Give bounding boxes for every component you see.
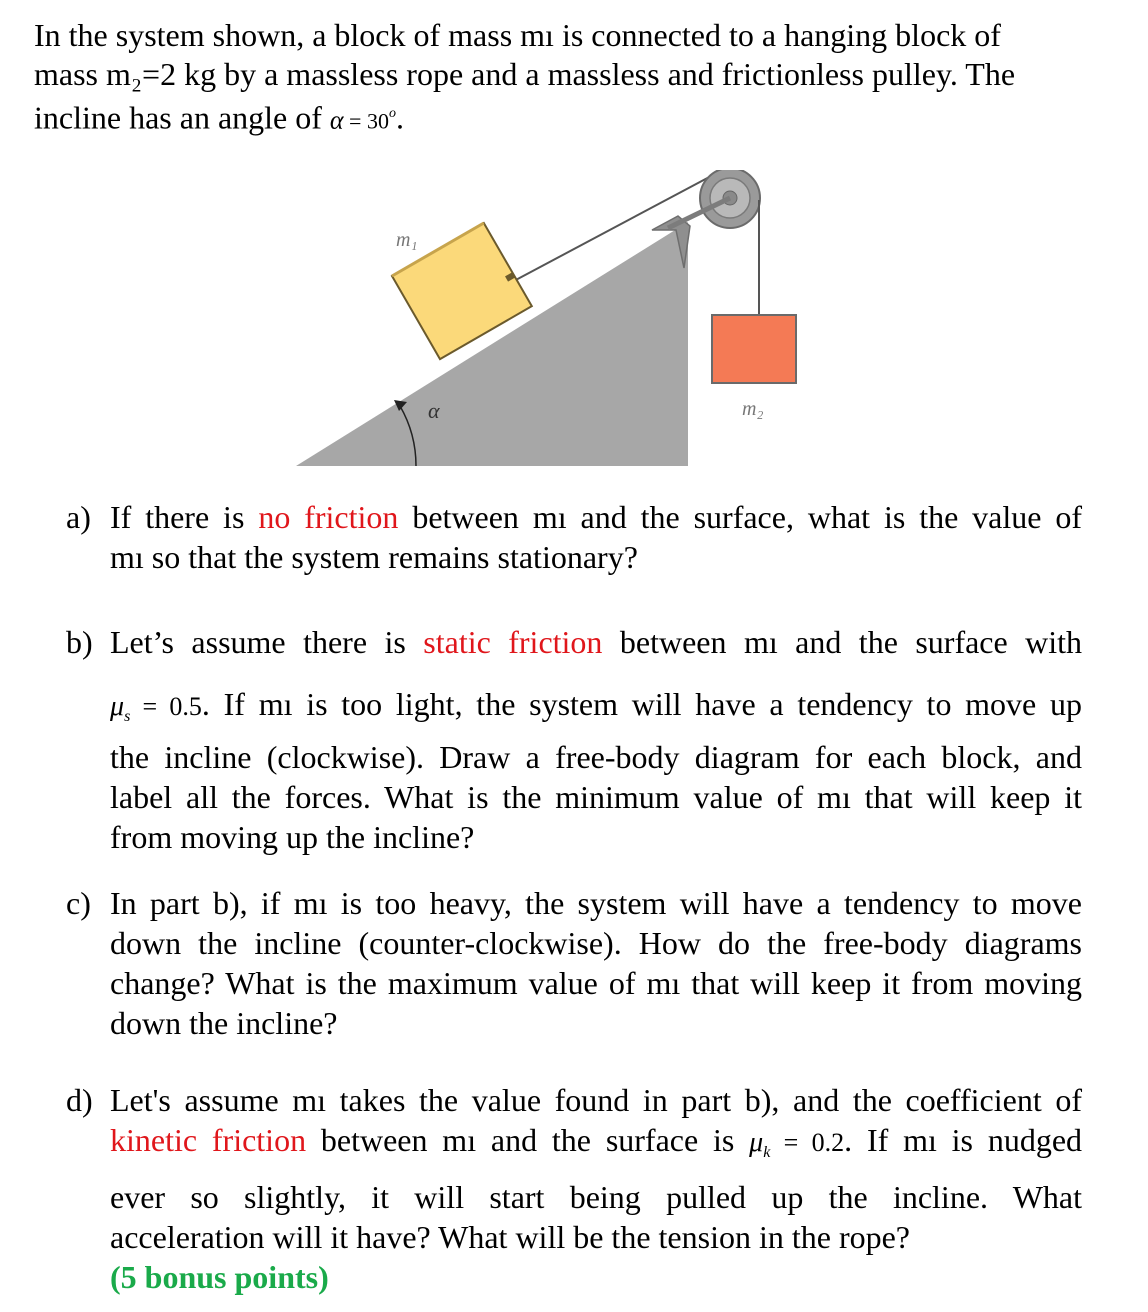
mu-k-value: = 0.2: [770, 1128, 845, 1157]
question-a: [66, 497, 1082, 577]
question-d-line-2: [110, 1120, 1082, 1173]
qa-text-1: If there is: [110, 499, 245, 535]
qd-text-1: between mı and the surface is: [320, 1122, 735, 1158]
intro-line-3: [34, 94, 1114, 141]
bonus-points: (5 bonus points): [110, 1259, 329, 1295]
mu-s-symbol: μ: [110, 691, 125, 722]
question-b: [66, 622, 1082, 857]
highlight-static-friction: static friction: [423, 624, 603, 660]
qb-text-3: . If mı is too light, the system will have a tendency to move up: [201, 686, 1082, 722]
question-a-line-2: mı so that the system remains stationary?: [110, 539, 638, 575]
qd-text-2: . If mı is nudged: [844, 1122, 1083, 1158]
intro-line-1: In the system shown, a block of mass mı is connected to a hanging block of: [34, 17, 1001, 53]
question-c-line-3: change? What is the maximum value of mı that will keep it from moving: [110, 965, 1082, 1001]
question-b-label: b): [66, 624, 93, 660]
angle-value: = 30: [343, 108, 389, 134]
angle-symbol: α: [329, 105, 344, 135]
question-c-line-2: down the incline (counter-clockwise). How do the free-body diagrams: [110, 925, 1082, 961]
question-b-line-3: the incline (clockwise). Draw a free-body diagram for each block, and: [110, 739, 1082, 775]
intro-line-2: mass m₂=2 kg by a massless rope and a massless and frictionless pulley. The: [34, 56, 1016, 92]
question-c-label: c): [66, 885, 91, 921]
intro-line-3-end: .: [395, 99, 404, 136]
question-a-label: a): [66, 499, 91, 535]
incline-pulley-diagram: [290, 170, 830, 500]
question-c-line-1: In part b), if mı is too heavy, the system will have a tendency to move: [110, 885, 1082, 921]
question-d-line-4: acceleration will it have? What will be the tension in the rope?: [110, 1219, 910, 1255]
degree-mark: o: [388, 106, 396, 121]
question-d-line-3: ever so slightly, it will start being pulled up the incline. What: [110, 1179, 1082, 1215]
question-b-line-1: [110, 622, 1082, 662]
question-b-line-4: label all the forces. What is the minimum value of mı that will keep it: [110, 779, 1082, 815]
problem-intro: [34, 16, 1114, 141]
block-m2: [712, 315, 796, 383]
question-c: [66, 883, 1082, 1043]
intro-line-3-text: incline has an angle of: [34, 99, 322, 136]
question-d: [66, 1080, 1082, 1297]
label-m2: m₂: [742, 398, 764, 420]
question-d-line-1: Let's assume mı takes the value found in part b), and the coefficient of: [110, 1082, 1082, 1118]
mu-s-subscript: s: [124, 708, 131, 725]
question-c-line-4: down the incline?: [110, 1005, 338, 1041]
mu-k-symbol: μ: [749, 1127, 764, 1158]
qa-text-2: between mı and the surface, what is the value of: [412, 499, 1083, 535]
qb-text-1: Let’s assume there is: [110, 624, 406, 660]
label-m1: m₁: [396, 229, 418, 251]
question-b-line-2: [110, 684, 1082, 737]
highlight-no-friction: no friction: [258, 499, 399, 535]
qb-text-2: between mı and the surface with: [619, 624, 1083, 660]
highlight-kinetic-friction: kinetic friction: [110, 1122, 307, 1158]
mu-s-value: = 0.5: [130, 692, 202, 721]
mu-k-subscript: k: [763, 1144, 771, 1161]
question-a-line-1: [110, 497, 1082, 537]
question-b-line-5: from moving up the incline?: [110, 819, 475, 855]
label-alpha: α: [428, 398, 440, 423]
question-d-label: d): [66, 1082, 93, 1118]
